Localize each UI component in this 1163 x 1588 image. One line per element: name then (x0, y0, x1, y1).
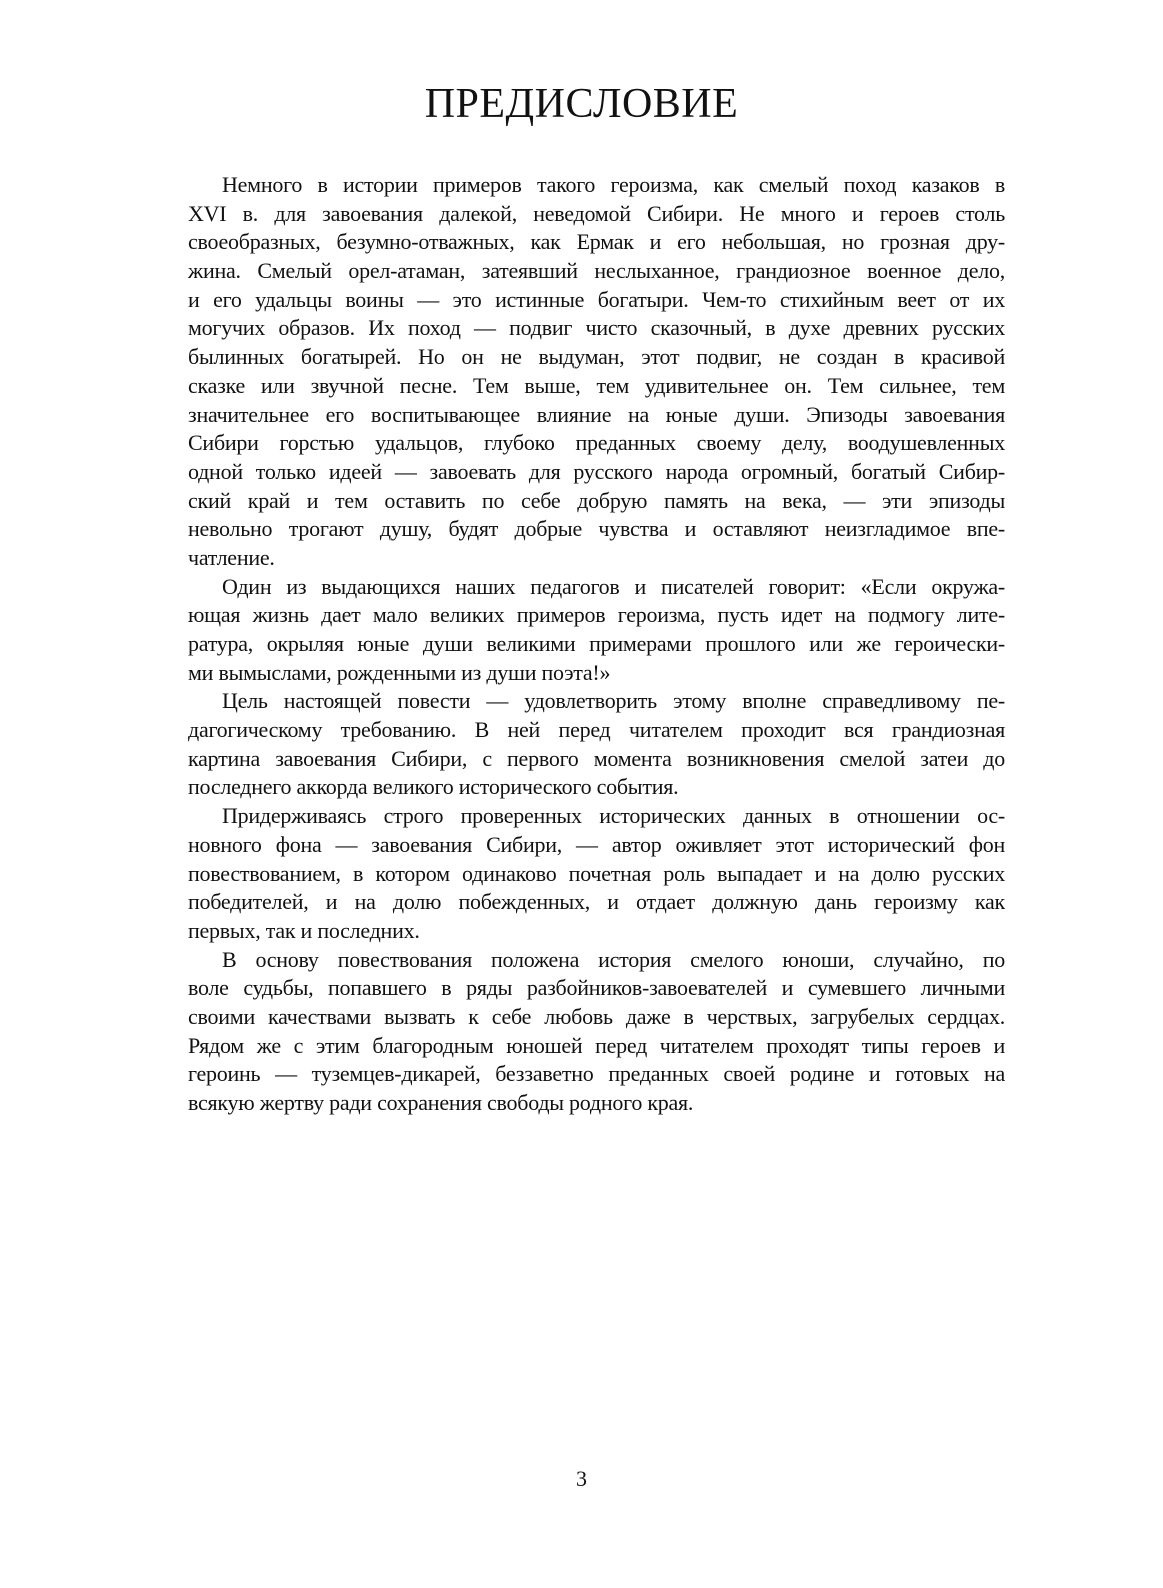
text-line: победителей, и на долю побежденных, и отдает должную дань героизму как (188, 889, 1005, 915)
text-line: В основу повествования положена история смелого юноши, случайно, по (222, 946, 1005, 972)
text-line: Один из выдающихся наших педагогов и писателей говорит: «Если окружа- (222, 573, 1005, 599)
text-line: своеобразных, безумно-отважных, как Ермак и его небольшая, но грозная дру- (188, 229, 1005, 255)
text-line: героинь — туземцев-дикарей, беззаветно преданных своей родине и готовых на (188, 1061, 1005, 1087)
text-line: картина завоевания Сибири, с первого момента возникновения смелой затеи до (188, 745, 1005, 771)
text-line: всякую жертву ради сохранения свободы родного края. (188, 1090, 694, 1115)
page-title: ПРЕДИСЛОВИЕ (424, 81, 739, 127)
text-line: значительнее его воспитывающее влияние на юные души. Эпизоды завоевания (188, 401, 1005, 427)
page-number: 3 (576, 1466, 587, 1491)
text-line: могучих образов. Их поход — подвиг чисто сказочный, в духе древних русских (188, 315, 1005, 341)
text-line: одной только идеей — завоевать для русского народа огромный, богатый Сибир- (188, 458, 1005, 484)
text-line: XVI в. для завоевания далекой, неведомой Сибири. Не много и героев столь (188, 200, 1005, 226)
text-line: ющая жизнь дает мало великих примеров героизма, пусть идет на подмогу лите- (188, 602, 1005, 628)
text-line: дагогическому требованию. В ней перед читателем проходит вся грандиозная (188, 717, 1005, 743)
paragraph (188, 687, 1005, 802)
text-line: последнего аккорда великого исторического события. (188, 774, 679, 800)
text-line: и его удальцы воины — это истинные богатыри. Чем-то стихийным веет от их (188, 286, 1005, 312)
text-line: воле судьбы, попавшего в ряды разбойников-завоевателей и сумевшего личными (188, 975, 1005, 1001)
text-line: жина. Смелый орел-атаман, затеявший неслыханное, грандиозное военное дело, (188, 258, 1005, 284)
text-line: чатление. (188, 544, 275, 570)
text-line: былинных богатырей. Но он не выдуман, этот подвиг, не создан в красивой (188, 344, 1005, 370)
body-text (188, 171, 1005, 1118)
text-line: невольно трогают душу, будят добрые чувства и оставляют неизгладимое впе- (188, 516, 1005, 542)
paragraph (188, 171, 1005, 573)
text-line: своими качествами вызвать к себе любовь даже в черствых, загрубелых сердцах. (188, 1003, 1005, 1029)
text-line: ми вымыслами, рожденными из души поэта!» (188, 659, 611, 685)
text-line: сказке или звучной песне. Тем выше, тем удивительнее он. Тем сильнее, тем (188, 372, 1005, 398)
text-line: новного фона — завоевания Сибири, — автор оживляет этот исторический фон (188, 831, 1005, 857)
text-line: Цель настоящей повести — удовлетворить этому вполне справедливому пе- (222, 688, 1005, 714)
text-line: Немного в истории примеров такого героизма, как смелый поход казаков в (222, 172, 1005, 197)
paragraph (188, 573, 1005, 688)
text-line: Рядом же с этим благородным юношей перед читателем проходят типы героев и (188, 1032, 1005, 1058)
text-line: повествованием, в котором одинаково почетная роль выпадает и на долю русских (188, 860, 1005, 886)
text-line: Сибири горстью удальцов, глубоко преданных своему делу, воодушевленных (188, 430, 1005, 456)
text-line: ратура, окрыляя юные души великими примерами прошлого или же героически- (188, 631, 1005, 656)
text-line: Придерживаясь строго проверенных исторических данных в отношении ос- (222, 803, 1005, 829)
paragraph (188, 946, 1005, 1118)
paragraph (188, 802, 1005, 945)
text-line: первых, так и последних. (188, 917, 420, 943)
text-line: ский край и тем оставить по себе добрую память на века, — эти эпизоды (188, 487, 1005, 513)
